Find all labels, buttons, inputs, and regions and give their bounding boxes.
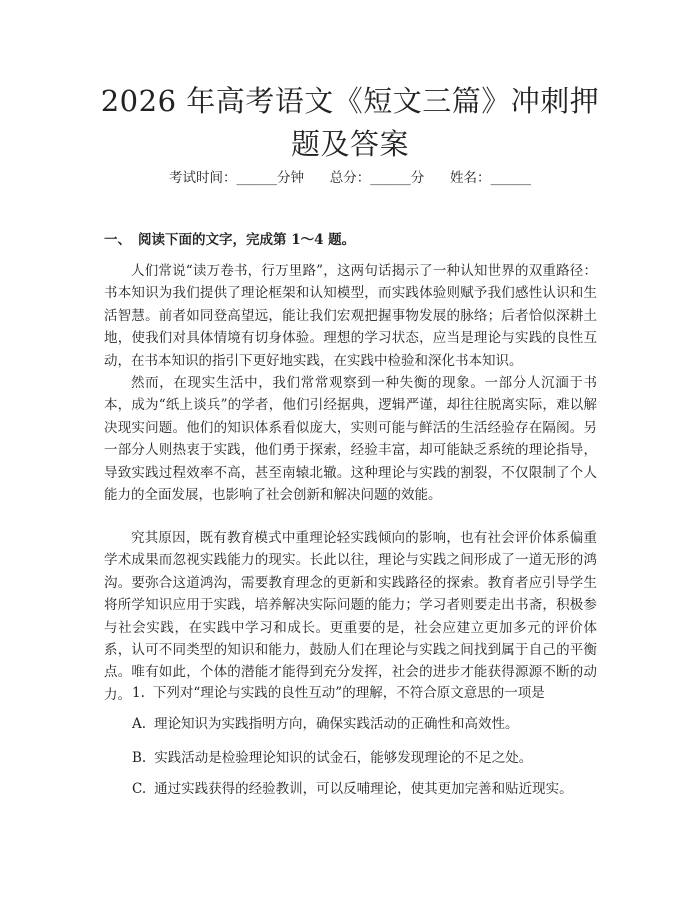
passage-paragraph-1: 人们常说“读万卷书，行万里路”，这两句话揭示了一种认知世界的双重路径：书本知识为我们提供了理论框架和认知模型，而实践体验则赋予我们感性认识和生活智慧。前者如同登高望远，能让我们宏观把握事物发展的脉络；后者恰似深耕土地，使我们对具体情境有切身体验。理想的学习状态，应当是理论与实践的良性互动，在书本知识的指引下更好地实践，在实践中检验和深化书本知识。: [104, 263, 597, 369]
question-number: 1.: [132, 685, 145, 701]
option-text: 实践活动是检验理论知识的试金石，能够发现理论的不足之处。: [154, 750, 533, 766]
option-a: [132, 714, 597, 734]
option-c: [132, 779, 597, 799]
option-label: C.: [132, 781, 147, 797]
section-heading: [104, 230, 355, 250]
option-label: A.: [132, 716, 147, 732]
passage-paragraph-3: 究其原因，既有教育模式中重理论轻实践倾向的影响，也有社会评价体系偏重学术成果而忽视实践能力的现实。长此以往，理论与实践之间形成了一道无形的鸿沟。要弥合这道鸿沟，需要教育理念的更新和实践路径的探索。教育者应引导学生将所学知识应用于实践，培养解决实际问题的能力；学习者则要走出书斋，积极参与社会实践，在实践中学习和成长。更重要的是，社会应建立更加多元的评价体系，认可不同类型的知识和能力，鼓励人们在理论与实践之间找到属于自己的平衡点。唯有如此，个体的潜能才能得到充分发挥，社会的进步才能获得源源不断的动力。: [104, 530, 597, 703]
document-title: 2026 年高考语文《短文三篇》冲刺押题及答案: [100, 84, 600, 161]
question-1-stem: [132, 683, 597, 703]
option-text: 通过实践获得的经验教训，可以反哺理论，使其更加完善和贴近现实。: [154, 781, 573, 797]
exam-info-line: 考试时间：______分钟 总分：______分 姓名：______: [169, 170, 531, 186]
passage-paragraph-2: 然而，在现实生活中，我们常常观察到一种失衡的现象。一部分人沉湎于书本，成为“纸上谈兵”的学者，他们引经据典，逻辑严谨，却往往脱离实际，难以解决现实问题。他们的知识体系看似庞大，实则可能与鲜活的生活经验存在隔阂。另一部分人则热衷于实践，他们勇于探索，经验丰富，却可能缺乏系统的理论指导，导致实践过程效率不高，甚至南辕北辙。这种理论与实践的割裂，不仅限制了个人能力的全面发展，也影响了社会创新和解决问题的效能。: [104, 375, 597, 504]
section-instruction: 阅读下面的文字，完成第 1～4 题。: [138, 232, 356, 248]
option-text: 理论知识为实践指明方向，确保实践活动的正确性和高效性。: [154, 716, 519, 732]
option-label: B.: [132, 750, 147, 766]
question-text: 下列对“理论与实践的良性互动”的理解，不符合原文意思的一项是: [152, 685, 545, 701]
option-b: [132, 748, 597, 768]
section-number: 一、: [104, 232, 131, 248]
